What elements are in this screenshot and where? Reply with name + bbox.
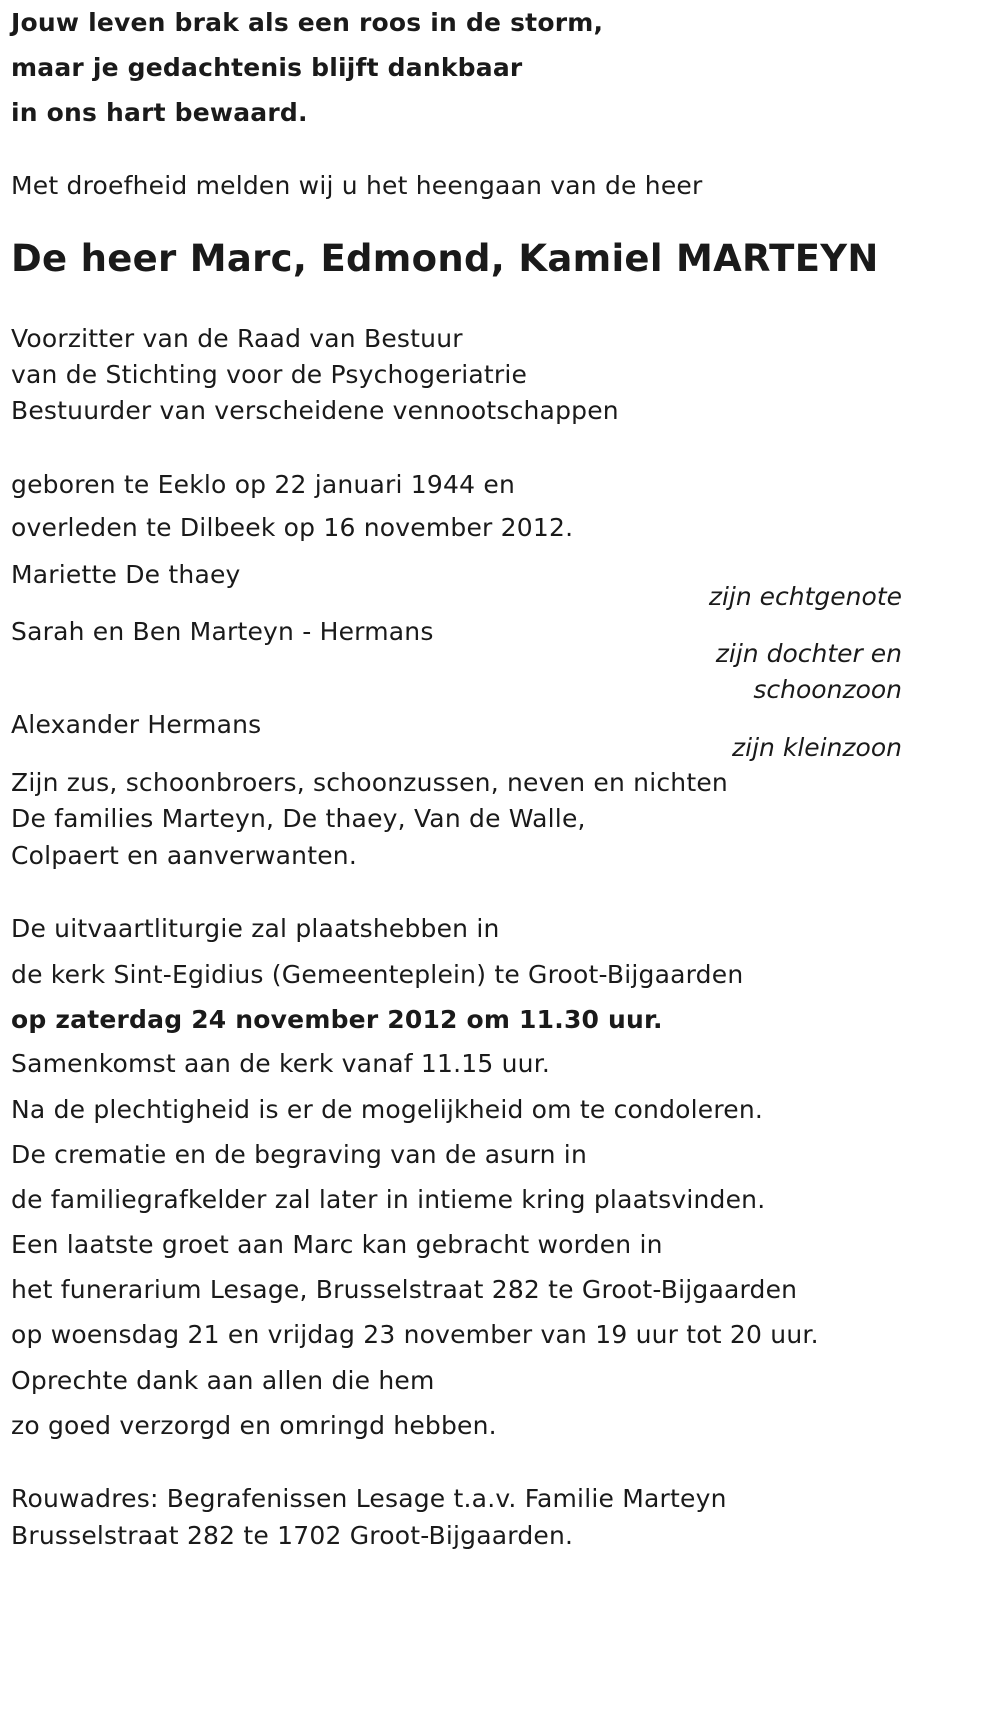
detail-line-6: het funerarium Lesage, Brusselstraat 282 te Groot-Bijgaarden <box>11 1275 798 1304</box>
service-line-1: De uitvaartliturgie zal plaatshebben in <box>11 914 500 943</box>
detail-line-2: Na de plechtigheid is er de mogelijkheid om te condoleren. <box>11 1095 764 1124</box>
service-date: op zaterdag 24 november 2012 om 11.30 uur. <box>11 1005 663 1034</box>
detail-line-7: op woensdag 21 en vrijdag 23 november van 19 uur tot 20 uur. <box>11 1320 819 1349</box>
detail-line-4: de familiegrafkelder zal later in intieme kring plaatsvinden. <box>11 1185 766 1214</box>
detail-line-5: Een laatste groet aan Marc kan gebracht worden in <box>11 1230 663 1259</box>
poem-line-1: Jouw leven brak als een roos in de storm, <box>11 8 604 37</box>
detail-line-3: De crematie en de begraving van de asurn in <box>11 1140 587 1169</box>
detail-line-8: Oprechte dank aan allen die hem <box>11 1366 435 1395</box>
family-name-2: Sarah en Ben Marteyn - Hermans <box>11 617 434 646</box>
family-name-3: Alexander Hermans <box>11 710 262 739</box>
poem-line-3: in ons hart bewaard. <box>11 98 308 127</box>
family-relation-1: zijn echtgenote <box>708 582 902 611</box>
address-line-2: Brusselstraat 282 te 1702 Groot-Bijgaarden. <box>11 1521 574 1550</box>
poem-line-2: maar je gedachtenis blijft dankbaar <box>11 53 523 82</box>
deceased-name: De heer Marc, Edmond, Kamiel MARTEYN <box>11 237 879 280</box>
extended-family-line-1: Zijn zus, schoonbroers, schoonzussen, neven en nichten <box>11 768 728 797</box>
announcement: Met droefheid melden wij u het heengaan van de heer <box>11 171 703 200</box>
extended-family-line-2: De families Marteyn, De thaey, Van de Walle, <box>11 804 586 833</box>
died-line: overleden te Dilbeek op 16 november 2012. <box>11 513 574 542</box>
family-relation-3: zijn kleinzoon <box>732 733 902 762</box>
title-line-2: van de Stichting voor de Psychogeriatrie <box>11 360 528 389</box>
extended-family-line-3: Colpaert en aanverwanten. <box>11 841 357 870</box>
service-line-2: de kerk Sint-Egidius (Gemeenteplein) te Groot-Bijgaarden <box>11 960 744 989</box>
family-relation-2b: schoonzoon <box>753 675 902 704</box>
address-line-1: Rouwadres: Begrafenissen Lesage t.a.v. Familie Marteyn <box>11 1484 727 1513</box>
family-name-1: Mariette De thaey <box>11 560 241 589</box>
title-line-1: Voorzitter van de Raad van Bestuur <box>11 324 463 353</box>
detail-line-9: zo goed verzorgd en omringd hebben. <box>11 1411 497 1440</box>
title-line-3: Bestuurder van verscheidene vennootschappen <box>11 396 619 425</box>
detail-line-1: Samenkomst aan de kerk vanaf 11.15 uur. <box>11 1049 551 1078</box>
family-relation-2a: zijn dochter en <box>715 639 902 668</box>
born-line: geboren te Eeklo op 22 januari 1944 en <box>11 470 515 499</box>
